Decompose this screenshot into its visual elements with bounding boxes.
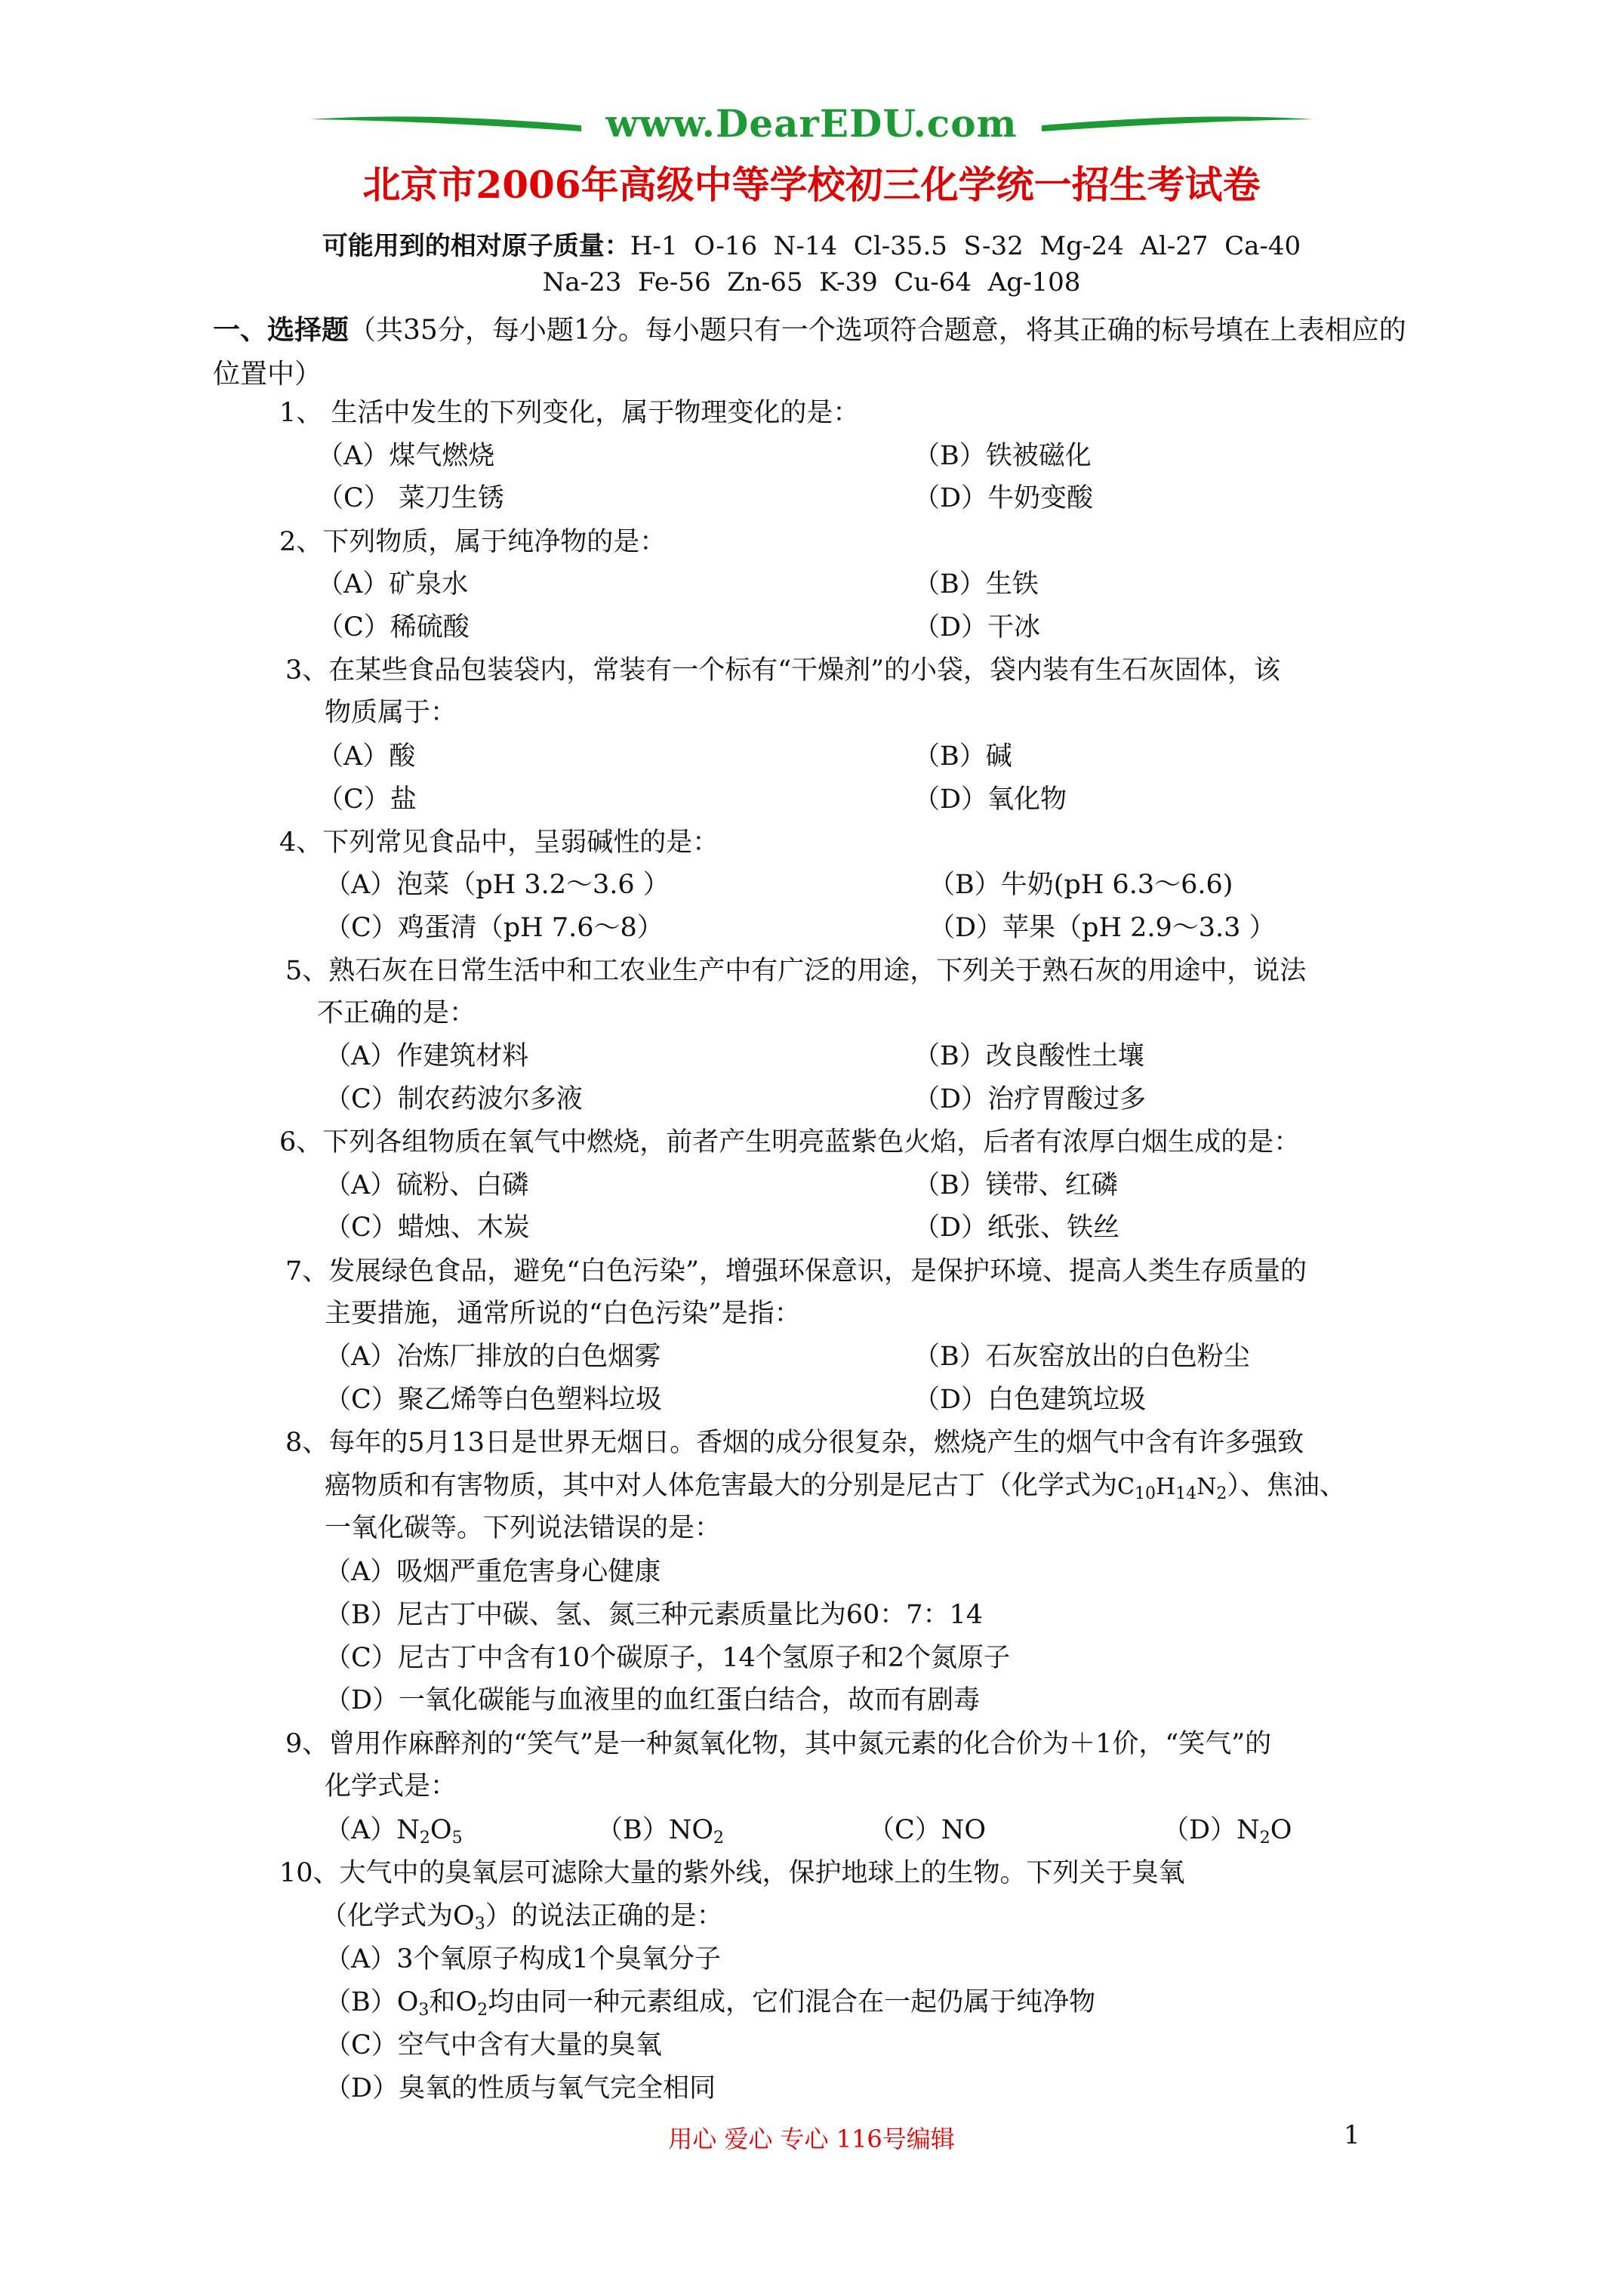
q10-option-d: （D）臭氧的性质与氧气完全相同 (325, 2073, 716, 2103)
atomic-masses-line1 (0, 225, 1623, 262)
q6-option-a: （A）硫粉、白磷 (325, 1170, 529, 1200)
q1-option-d: （D）牛奶变酸 (913, 483, 1094, 513)
question-10-stem: 10、大气中的臭氧层可滤除大量的紫外线，保护地球上的生物。下列关于臭氧 (279, 1858, 1185, 1888)
question-10-stem-cont: （化学式为$O_3$）的说法正确的是： (321, 1901, 723, 1934)
q4-option-d: （D）苹果（pH 2.9～3.3 ） (929, 913, 1276, 943)
q4-option-a: （A）泡菜（pH 3.2～3.6 ） (325, 870, 670, 900)
q9-option-d: $(D)N_2O$ (1163, 1815, 1292, 1848)
question-8-stem-cont (325, 1469, 1346, 1511)
q7-option-c: （C）聚乙烯等白色塑料垃圾 (325, 1385, 662, 1415)
q10-option-b: $(B)O_3$和$O_2$均由同一种元素组成，它们混合在一起仍属于纯净物 (325, 1987, 1096, 2020)
q4-option-c: （C）鸡蛋清（pH 7.6～8） (325, 913, 664, 943)
atomic-masses-line2: Na-23 Fe-56 Zn-65 K-39 Cu-64 Ag-108 (542, 267, 1081, 297)
question-6-stem: 6、下列各组物质在氧气中燃烧，前者产生明亮蓝紫色火焰，后者有浓厚白烟生成的是： (279, 1127, 1301, 1157)
q10-option-a: （A）3个氧原子构成1个臭氧分子 (325, 1944, 721, 1974)
masses-values-1: H-1 O-16 N-14 Cl-35.5 S-32 Mg-24 Al-27 Ca-40 (630, 231, 1301, 261)
q7-option-a: （A）冶炼厂排放的白色烟雾 (325, 1342, 661, 1372)
q8-option-b: （B）尼古丁中碳、氢、氮三种元素质量比为60：7：14 (325, 1600, 984, 1630)
section-heading (213, 308, 1428, 396)
q1-option-b: （B）铁被磁化 (913, 441, 1092, 471)
q1-option-a: （A）煤气燃烧 (317, 441, 495, 471)
q8-stem-part: 癌物质和有害物质，其中对人体危害最大的分别是尼古丁（化学式为 (325, 1471, 1118, 1501)
q6-option-d: （D）纸张、铁丝 (913, 1213, 1120, 1243)
q5-option-a: （A）作建筑材料 (325, 1041, 529, 1071)
question-7-stem: 7、发展绿色食品，避免“白色污染”，增强环保意识，是保护环境、提高人类生存质量的 (285, 1256, 1307, 1287)
q7-option-b: （B）石灰窑放出的白色粉尘 (913, 1342, 1250, 1372)
q3-option-b: （B）碱 (913, 741, 1012, 772)
question-8-stem: 8、每年的5月13日是世界无烟日。香烟的成分很复杂，燃烧产生的烟气中含有许多强致 (285, 1428, 1304, 1458)
q4-option-b: （B）牛奶(pH 6.3～6.6) (929, 870, 1233, 900)
footer-text: 用心 爱心 专心 116号编辑 (668, 2125, 955, 2153)
question-5-stem-cont: 不正确的是： (317, 998, 476, 1028)
q3-option-d: （D）氧化物 (913, 784, 1067, 815)
q6-option-c: （C）蜡烛、木炭 (325, 1213, 530, 1243)
q8-option-c: （C）尼古丁中含有10个碳原子，14个氢原子和2个氮原子 (325, 1643, 1011, 1673)
q5-option-d: （D）治疗胃酸过多 (913, 1084, 1147, 1114)
section-instructions: （共35分，每小题1分。每小题只有一个选项符合题意，将其正确的标号填在上表相应的位置中） (213, 315, 1406, 390)
q1-option-c: （C） 菜刀生锈 (317, 483, 504, 513)
question-1-stem: 1、 生活中发生的下列变化，属于物理变化的是： (279, 398, 860, 428)
q8-option-a: （A）吸烟严重危害身心健康 (325, 1557, 661, 1587)
masses-label: 可能用到的相对原子质量： (322, 231, 630, 261)
q2-option-d: （D）干冰 (913, 612, 1041, 643)
q3-option-a: （A）酸 (317, 741, 416, 772)
question-9-stem-cont: 化学式是： (325, 1771, 457, 1801)
q7-option-d: （D）白色建筑垃圾 (913, 1385, 1147, 1415)
q9-option-a: $(A)N_2O_5$ (325, 1815, 463, 1848)
site-banner (302, 98, 1321, 159)
q2-option-a: （A）矿泉水 (317, 569, 469, 599)
question-5-stem: 5、熟石灰在日常生活中和工农业生产中有广泛的用途，下列关于熟石灰的用途中，说法 (285, 956, 1307, 986)
question-3-stem: 3、在某些食品包装袋内，常装有一个标有“干燥剂”的小袋，袋内装有生石灰固体，该 (285, 655, 1281, 686)
question-8-stem-cont2: 一氧化碳等。下列说法错误的是： (325, 1513, 722, 1543)
q5-option-c: （C）制农药波尔多液 (325, 1084, 583, 1114)
q8-stem-part2: ）、焦油、 (1227, 1471, 1346, 1501)
question-4-stem: 4、下列常见食品中，呈弱碱性的是： (279, 827, 719, 858)
question-3-stem-cont: 物质属于： (325, 698, 457, 728)
q2-option-b: （B）生铁 (913, 569, 1039, 599)
q2-option-c: （C）稀硫酸 (317, 612, 470, 643)
q5-option-b: （B）改良酸性土壤 (913, 1041, 1144, 1071)
question-2-stem: 2、下列物质，属于纯净物的是： (279, 527, 667, 557)
q9-option-c: （C）NO (868, 1815, 987, 1845)
page-title: 北京市2006年高级中等学校初三化学统一招生考试卷 (362, 162, 1261, 207)
q3-option-c: （C）盐 (317, 784, 417, 815)
page-number: 1 (1344, 2120, 1360, 2150)
question-9-stem: 9、曾用作麻醉剂的“笑气”是一种氮氧化物，其中氮元素的化合价为＋1价，“笑气”的 (285, 1729, 1272, 1759)
nicotine-formula: $C_{10}H_{14}N_2$ (1117, 1474, 1227, 1503)
question-7-stem-cont: 主要措施，通常所说的“白色污染”是指： (325, 1299, 801, 1329)
site-name: www.DearEDU.com (605, 101, 1018, 146)
q8-option-d: （D）一氧化碳能与血液里的血红蛋白结合，故而有剧毒 (325, 1685, 981, 1715)
q10-option-c: （C）空气中含有大量的臭氧 (325, 2030, 662, 2060)
section-title: 一、选择题 (213, 314, 350, 346)
q6-option-b: （B）镁带、红磷 (913, 1170, 1118, 1200)
q9-option-b: $(B)NO_2$ (596, 1815, 725, 1848)
